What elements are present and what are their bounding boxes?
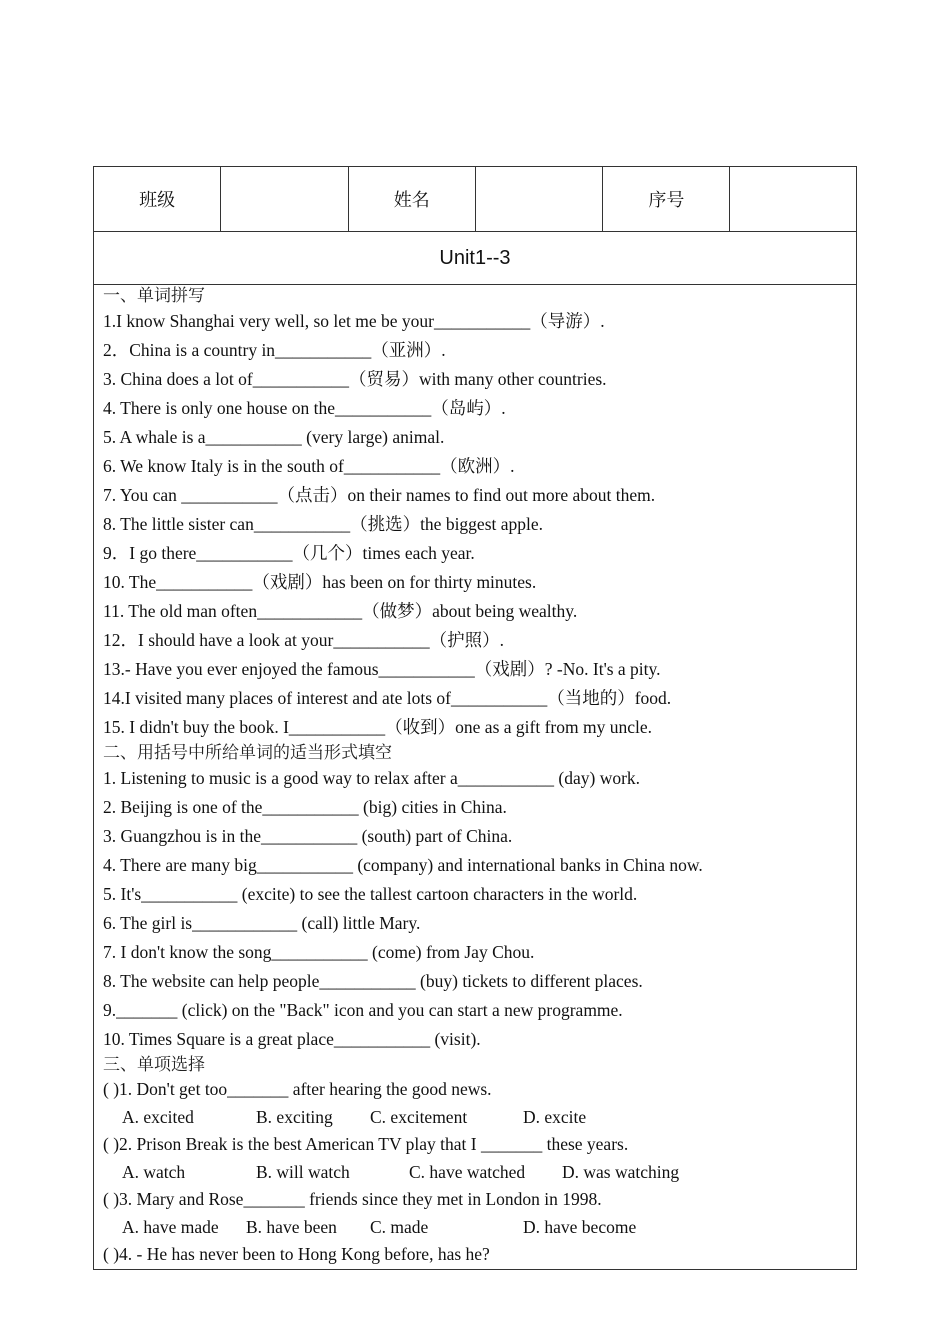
- section1-item: 11. The old man often____________（做梦）about being wealthy.: [103, 601, 578, 621]
- option-c[interactable]: C. excitement: [370, 1106, 468, 1127]
- name-field[interactable]: [476, 167, 603, 231]
- section1-item: 9．I go there___________（几个）times each year.: [103, 543, 475, 563]
- question-options: [103, 1104, 856, 1132]
- option-d[interactable]: D. have become: [523, 1216, 637, 1237]
- section1-item: 13.- Have you ever enjoyed the famous___________（戏剧）? -No. It's a pity.: [103, 659, 661, 679]
- class-label: 班级: [94, 167, 221, 231]
- question-stem: ( )2. Prison Break is the best American TV play that I _______ these years.: [103, 1134, 629, 1154]
- section2-list: [103, 764, 856, 1054]
- option-d[interactable]: D. excite: [523, 1106, 587, 1127]
- section3-heading: 三、单项选择: [103, 1055, 205, 1075]
- section1-item: 12．I should have a look at your___________（护照）.: [103, 630, 504, 650]
- section1-item: 5. A whale is a___________ (very large) animal.: [103, 427, 445, 447]
- section1-item: 10. The___________（戏剧）has been on for thirty minutes.: [103, 572, 537, 592]
- section1-list: [103, 307, 856, 742]
- section1-item: 8. The little sister can___________（挑选）the biggest apple.: [103, 514, 544, 534]
- option-b[interactable]: B. exciting: [256, 1106, 333, 1127]
- option-c[interactable]: C. have watched: [409, 1161, 526, 1182]
- seat-label: 序号: [603, 167, 730, 231]
- unit-title: Unit1--3: [94, 232, 856, 285]
- section1-item: 2．China is a country in___________（亚洲）.: [103, 340, 446, 360]
- section2-item: 6. The girl is____________ (call) little Mary.: [103, 913, 421, 933]
- section2-item: 1. Listening to music is a good way to relax after a___________ (day) work.: [103, 768, 641, 788]
- exercise-content: [94, 285, 856, 1269]
- class-field[interactable]: [221, 167, 348, 231]
- question-stem: ( )3. Mary and Rose_______ friends since they met in London in 1998.: [103, 1189, 602, 1209]
- section2-item: 3. Guangzhou is in the___________ (south) part of China.: [103, 826, 513, 846]
- section2-heading: 二、用括号中所给单词的适当形式填空: [103, 743, 392, 763]
- section2-item: 9._______ (click) on the "Back" icon and you can start a new programme.: [103, 1000, 623, 1020]
- option-a[interactable]: A. watch: [122, 1161, 186, 1182]
- section1-item: 3. China does a lot of___________（贸易）with many other countries.: [103, 369, 607, 389]
- section3-list: [103, 1076, 856, 1269]
- question-stem: ( )1. Don't get too_______ after hearing the good news.: [103, 1079, 492, 1099]
- section1-item: 14.I visited many places of interest and ate lots of___________（当地的）food.: [103, 688, 672, 708]
- section1-item: 15. I didn't buy the book. I___________（收到）one as a gift from my uncle.: [103, 717, 652, 737]
- student-info-row: [94, 167, 856, 232]
- section2-item: 2. Beijing is one of the___________ (big) cities in China.: [103, 797, 507, 817]
- section1-item: 6. We know Italy is in the south of___________（欧洲）.: [103, 456, 515, 476]
- section1-item: 4. There is only one house on the___________（岛屿）.: [103, 398, 506, 418]
- section2-item: 8. The website can help people___________ (buy) tickets to different places.: [103, 971, 643, 991]
- option-b[interactable]: B. will watch: [256, 1161, 350, 1182]
- section2-item: 7. I don't know the song___________ (come) from Jay Chou.: [103, 942, 535, 962]
- question-stem: ( )4. - He has never been to Hong Kong before, has he?: [103, 1244, 490, 1264]
- section2-item: 4. There are many big___________ (company) and international banks in China now.: [103, 855, 703, 875]
- option-a[interactable]: A. have made: [122, 1216, 219, 1237]
- section2-item: 5. It's___________ (excite) to see the tallest cartoon characters in the world.: [103, 884, 638, 904]
- question-options: [103, 1214, 856, 1242]
- section2-item: 10. Times Square is a great place___________ (visit).: [103, 1029, 481, 1049]
- section1-item: 1.I know Shanghai very well, so let me be your___________（导游）.: [103, 311, 605, 331]
- name-label: 姓名: [349, 167, 476, 231]
- option-a[interactable]: A. excited: [122, 1106, 194, 1127]
- option-d[interactable]: D. was watching: [562, 1161, 680, 1182]
- option-b[interactable]: B. have been: [246, 1216, 337, 1237]
- seat-field[interactable]: [730, 167, 856, 231]
- section1-heading: 一、单词拼写: [103, 286, 205, 306]
- question-options: [103, 1159, 856, 1187]
- worksheet-table: [93, 166, 857, 1270]
- section1-item: 7. You can ___________（点击）on their names to find out more about them.: [103, 485, 656, 505]
- option-c[interactable]: C. made: [370, 1216, 429, 1237]
